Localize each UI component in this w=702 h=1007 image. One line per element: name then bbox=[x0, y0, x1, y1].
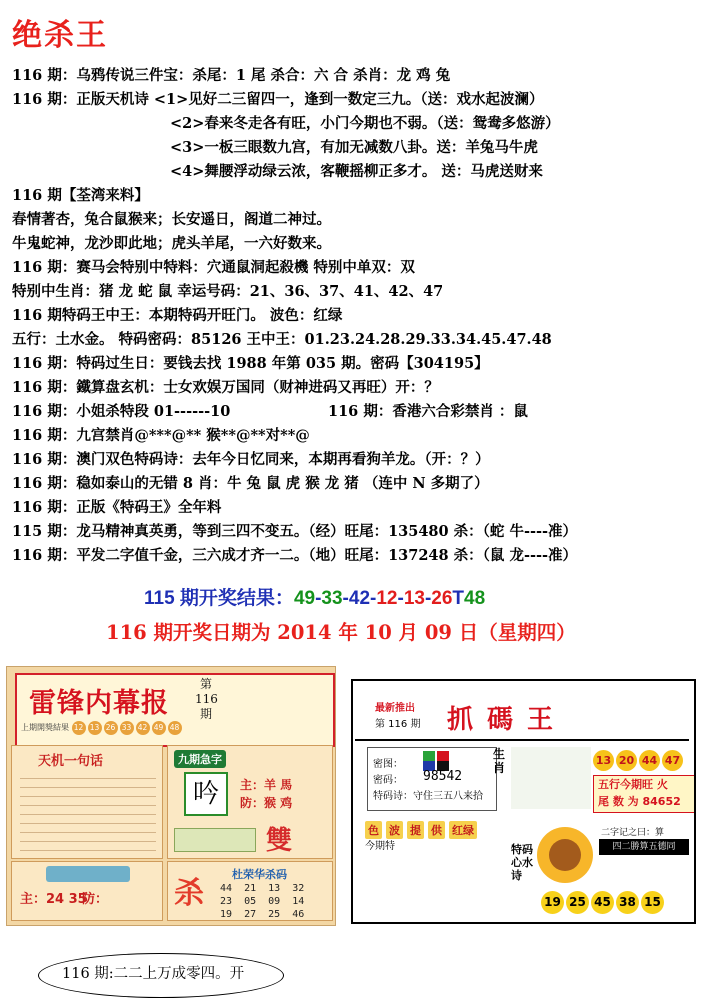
result-number: 12 bbox=[376, 588, 398, 609]
number-ball: 42 bbox=[136, 721, 150, 735]
tail-line: 尾 数 为 84652 bbox=[598, 795, 681, 808]
kill-code-box bbox=[167, 861, 333, 921]
text-line: 116 期：鐵算盘玄机：士女欢娱万国同（财神进码又再旺）开：？ bbox=[12, 379, 439, 396]
draw-date: 116 期开奖日期为 2014 年 10 月 09 日（星期四） bbox=[106, 621, 576, 644]
bottom-ball-row bbox=[541, 891, 666, 914]
number-ball: 45 bbox=[591, 891, 614, 914]
result-dash: - bbox=[424, 588, 432, 609]
speech-bubble-text: 116 期:二二上万成零四。开 bbox=[62, 966, 245, 982]
code-king-panel bbox=[351, 679, 696, 924]
oracle-title: 天机一句话 bbox=[38, 754, 104, 769]
oracle-box bbox=[11, 745, 163, 859]
element-box bbox=[593, 775, 695, 813]
jinqi-label: 今期特 bbox=[365, 841, 395, 852]
color-provider bbox=[365, 821, 481, 839]
main-pick: 主：羊 馬 bbox=[240, 778, 293, 792]
text-line: 116 期：平发二字值千金，三六成才齐一二。（地）旺尾：137248 杀：（鼠 龙----准） bbox=[12, 547, 578, 564]
text-line: 116 期特码王中王：本期特码开旺门。 波色：红绿 bbox=[12, 307, 343, 324]
number-ball: 48 bbox=[168, 721, 182, 735]
text-line-right: 116 期：香港六合彩禁肖 ：鼠 bbox=[328, 403, 528, 420]
number-ball: 15 bbox=[641, 891, 664, 914]
zodiac-guard: 防： bbox=[82, 892, 109, 907]
draw-result-label: 115 期开奖结果： bbox=[144, 588, 294, 609]
number-ball: 47 bbox=[662, 750, 683, 771]
urgent-char: 吟 bbox=[184, 772, 228, 816]
text-line: 116 期：稳如泰山的无错 8 肖：牛 兔 鼠 虎 猴 龙 猪 （连中 N 多期了） bbox=[12, 475, 489, 492]
number-ball: 13 bbox=[593, 750, 614, 771]
text-line: 116 期：正版《特码王》全年料 bbox=[12, 499, 222, 516]
text-line: 牛鬼蛇神，龙沙即此地；虎头羊尾，一六好数来。 bbox=[12, 235, 331, 252]
panel-issue: 第116期 bbox=[195, 677, 218, 721]
result-number: 49 bbox=[293, 588, 316, 609]
result-number: 48 bbox=[464, 588, 486, 609]
text-line: <2>春来冬走各有旺，小门今期也不弱。（送：鸳鸯多悠游） bbox=[170, 115, 560, 132]
number-ball: 25 bbox=[566, 891, 589, 914]
number-ball: 44 bbox=[639, 750, 660, 771]
ball-row bbox=[21, 721, 184, 735]
zodiac-main-label: 主： bbox=[20, 892, 47, 907]
number-ball: 20 bbox=[616, 750, 637, 771]
text-line: 116 期【荃湾来料】 bbox=[12, 187, 149, 204]
text-line: 116 期：澳门双色特码诗：去年今日忆同来，本期再看狗羊龙。（开：？） bbox=[12, 451, 490, 468]
code-value: 98542 bbox=[423, 769, 463, 784]
code-poem: 特码诗：守住三五八来拾 bbox=[373, 791, 483, 802]
four-word-line: 四二勝算五德同 bbox=[599, 839, 689, 855]
leifeng-insider-panel bbox=[6, 666, 336, 926]
number-ball: 38 bbox=[616, 891, 639, 914]
text-line: 116 期：乌鸦传说三件宝：杀尾：1 尾 杀合：六 合 杀肖：龙 鸡 兔 bbox=[12, 67, 451, 84]
color-value: 红绿 bbox=[449, 821, 477, 839]
page-title: 绝杀王 bbox=[12, 18, 108, 53]
color-char: 提 bbox=[407, 821, 424, 839]
text-line: 115 期：龙马精神真英勇，等到三四不变五。（经）旺尾：135480 杀：（蛇 牛----准） bbox=[12, 523, 578, 540]
red-square-icon bbox=[437, 751, 449, 761]
result-number: 13 bbox=[403, 588, 425, 609]
result-special-marker: T bbox=[452, 588, 465, 609]
divider bbox=[355, 739, 689, 741]
top-ball-row bbox=[593, 749, 685, 771]
result-dash: - bbox=[370, 588, 377, 609]
result-dash: - bbox=[315, 588, 322, 609]
text-line: 春情著杏，兔合鼠猴来；长安遥日，阁道二神过。 bbox=[12, 211, 331, 228]
zone-box bbox=[174, 828, 256, 852]
color-char: 波 bbox=[386, 821, 403, 839]
zodiac-box bbox=[11, 861, 163, 921]
result-number: 33 bbox=[321, 588, 343, 609]
monkey-icon bbox=[549, 839, 581, 871]
double-char: 雙 bbox=[266, 826, 293, 856]
text-line-left: 116 期：小姐杀特段 01------10 bbox=[12, 403, 231, 420]
number-ball: 12 bbox=[72, 721, 86, 735]
text-line: 116 期：正版天机诗 <1>见好二三留四一，逢到一数定三九。（送：戏水起波澜） bbox=[12, 91, 544, 108]
zodiac-poem-label: 特码心水诗 bbox=[511, 843, 533, 882]
result-number: 26 bbox=[431, 588, 453, 609]
text-line: 116 期：特码过生日：要钱去找 1988 年第 035 期。密码【304195】 bbox=[12, 355, 489, 372]
text-line: 五行：土水金。 特码密码：85126 王中王：01.23.24.28.29.33.34.45.47.48 bbox=[12, 331, 552, 348]
text-line: 116 期：赛马会特别中特料：穴通鼠洞起殺機 特别中单双：双 bbox=[12, 259, 415, 276]
text-line bbox=[12, 400, 692, 424]
zodiac-main bbox=[20, 888, 87, 907]
result-dash: - bbox=[342, 588, 349, 609]
new-label: 最新推出 bbox=[375, 703, 415, 714]
element-line: 五行今期旺 火 bbox=[598, 778, 668, 791]
urgent-char-box bbox=[167, 745, 333, 859]
color-char: 供 bbox=[428, 821, 445, 839]
panel-issue: 第 116 期 bbox=[375, 719, 421, 730]
text-line: 特别中生肖：猪 龙 蛇 鼠 幸运号码：21、36、37、41、42、47 bbox=[12, 283, 444, 300]
panel-name: 雷锋内幕报 bbox=[29, 688, 169, 719]
zodiac-label: 生肖 bbox=[493, 747, 506, 775]
kill-char: 杀 bbox=[174, 876, 204, 911]
urgent-char-title: 九期急字 bbox=[174, 750, 226, 768]
guard-pick: 防：猴 鸡 bbox=[240, 796, 293, 810]
green-square-icon bbox=[423, 751, 435, 761]
number-ball: 19 bbox=[541, 891, 564, 914]
number-ball: 13 bbox=[88, 721, 102, 735]
two-word-note: 二字记之曰：算 bbox=[601, 828, 665, 838]
ball-row-label: 上期開獎結果 bbox=[21, 723, 69, 732]
result-dash: - bbox=[397, 588, 404, 609]
result-number: 42 bbox=[348, 588, 371, 609]
text-line: <4>舞腰浮动绿云浓，客鞭摇柳正多才。 送：马虎送财来 bbox=[170, 163, 543, 180]
color-char: 色 bbox=[365, 821, 382, 839]
ducks-illustration bbox=[511, 747, 591, 809]
code-label: 密码： bbox=[373, 775, 403, 786]
panel-header bbox=[15, 673, 335, 747]
zodiac-main-value: 24 35 bbox=[46, 892, 87, 907]
text-line: <3>一板三眼数九宫，有加无减数八卦。送：羊兔马牛虎 bbox=[170, 139, 538, 156]
text-line: 116 期：九宫禁肖@***@** 猴**@**对**@ bbox=[12, 427, 310, 444]
draw-result bbox=[144, 583, 485, 610]
kill-code-title: 杜荣华杀码 bbox=[232, 868, 287, 881]
number-ball: 33 bbox=[120, 721, 134, 735]
oracle-rows bbox=[20, 772, 156, 852]
number-ball: 26 bbox=[104, 721, 118, 735]
number-ball: 49 bbox=[152, 721, 166, 735]
mima-label: 密图： bbox=[373, 759, 403, 770]
kill-code-grid: 44 21 13 32 23 05 09 14 19 27 25 46 bbox=[220, 883, 305, 920]
panel-name: 抓碼王 bbox=[447, 705, 568, 735]
zodiac-banner bbox=[46, 866, 130, 882]
prediction-lines bbox=[12, 64, 692, 568]
